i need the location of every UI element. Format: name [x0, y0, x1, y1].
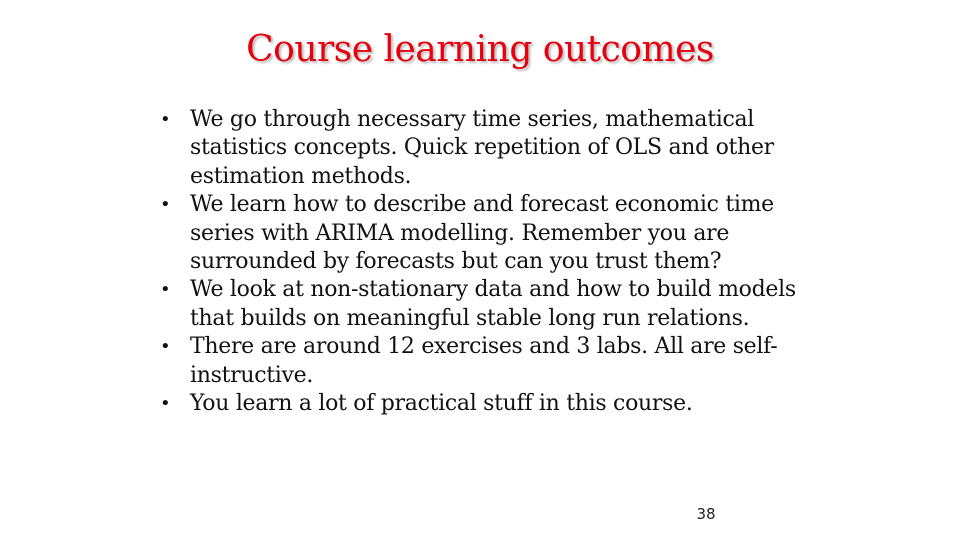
list-item: [158, 106, 808, 191]
bullet-text: We go through necessary time series, mathematical statistics concepts. Quick repetition of OLS and other estimation methods.: [190, 107, 774, 189]
bullet-text: We look at non-stationary data and how to build models that builds on meaningful stable long run relations.: [190, 277, 796, 331]
bullet-icon: •: [160, 194, 171, 216]
bullet-icon: •: [160, 336, 171, 358]
list-item: [158, 390, 808, 418]
bullet-text: You learn a lot of practical stuff in this course.: [190, 391, 693, 417]
list-item: [158, 333, 808, 390]
page-number: 38: [696, 505, 716, 523]
bullet-text: There are around 12 exercises and 3 labs. All are self-instructive.: [190, 334, 778, 388]
list-item: [158, 276, 808, 333]
bullet-list: [158, 106, 808, 418]
bullet-text: We learn how to describe and forecast economic time series with ARIMA modelling. Remember you are surrounded by forecasts but can you trust them?: [190, 192, 774, 275]
slide-title: Course learning outcomes: [246, 29, 714, 70]
bullet-icon: •: [160, 279, 171, 301]
list-item: [158, 191, 808, 276]
bullet-icon: •: [160, 109, 171, 130]
bullet-icon: •: [160, 393, 171, 415]
